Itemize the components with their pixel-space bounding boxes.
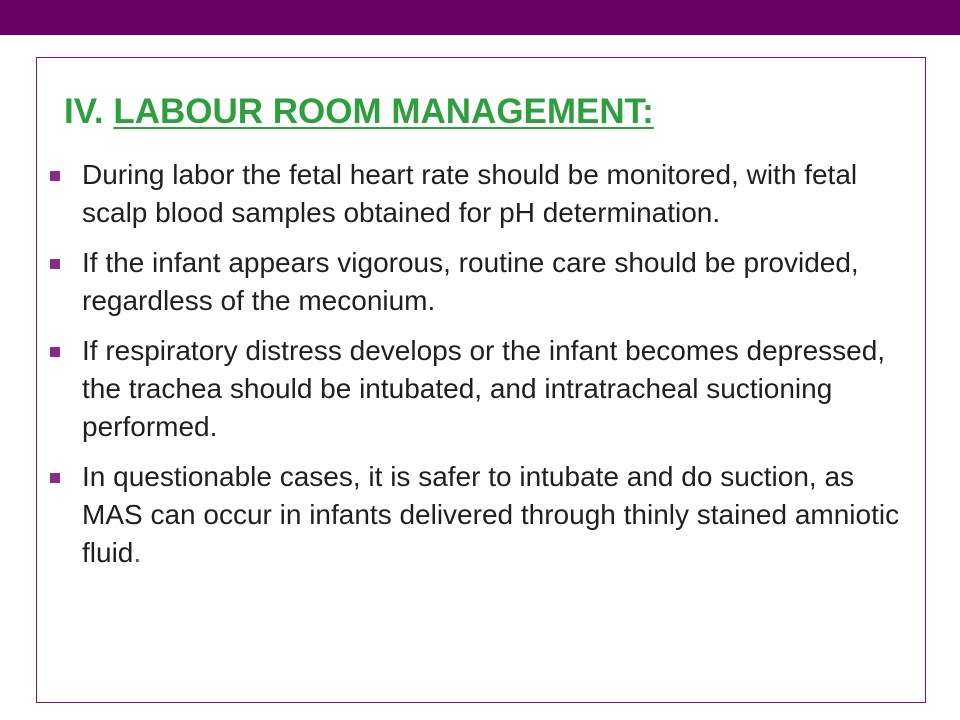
bullet-text: If the infant appears vigorous, routine care should be provided, regardless of the meconium. [82,247,859,316]
bullet-end-mark: . [133,537,142,568]
bullet-text: During labor the fetal heart rate should be monitored, with fetal scalp blood samples obtained for pH determination. [82,159,858,228]
square-bullet-icon [50,347,60,357]
title-text: LABOUR ROOM MANAGEMENT: [113,92,654,131]
bullet-text: If respiratory distress develops or the infant becomes depressed, the trachea should be intubated, and intratracheal suctioning performed. [82,335,886,442]
list-item [42,156,912,232]
list-item [42,332,912,446]
list-item [42,244,912,320]
bullet-text: In questionable cases, it is safer to intubate and do suction, as MAS can occur in infants delivered through thinly stained amniotic fluid [82,461,900,568]
square-bullet-icon [50,171,60,181]
header-bar [0,0,960,35]
square-bullet-icon [50,259,60,269]
square-bullet-icon [50,473,60,483]
title-numeral: IV. [64,92,114,131]
list-item [42,458,912,572]
slide-title [64,90,654,134]
bullet-list [42,156,912,584]
